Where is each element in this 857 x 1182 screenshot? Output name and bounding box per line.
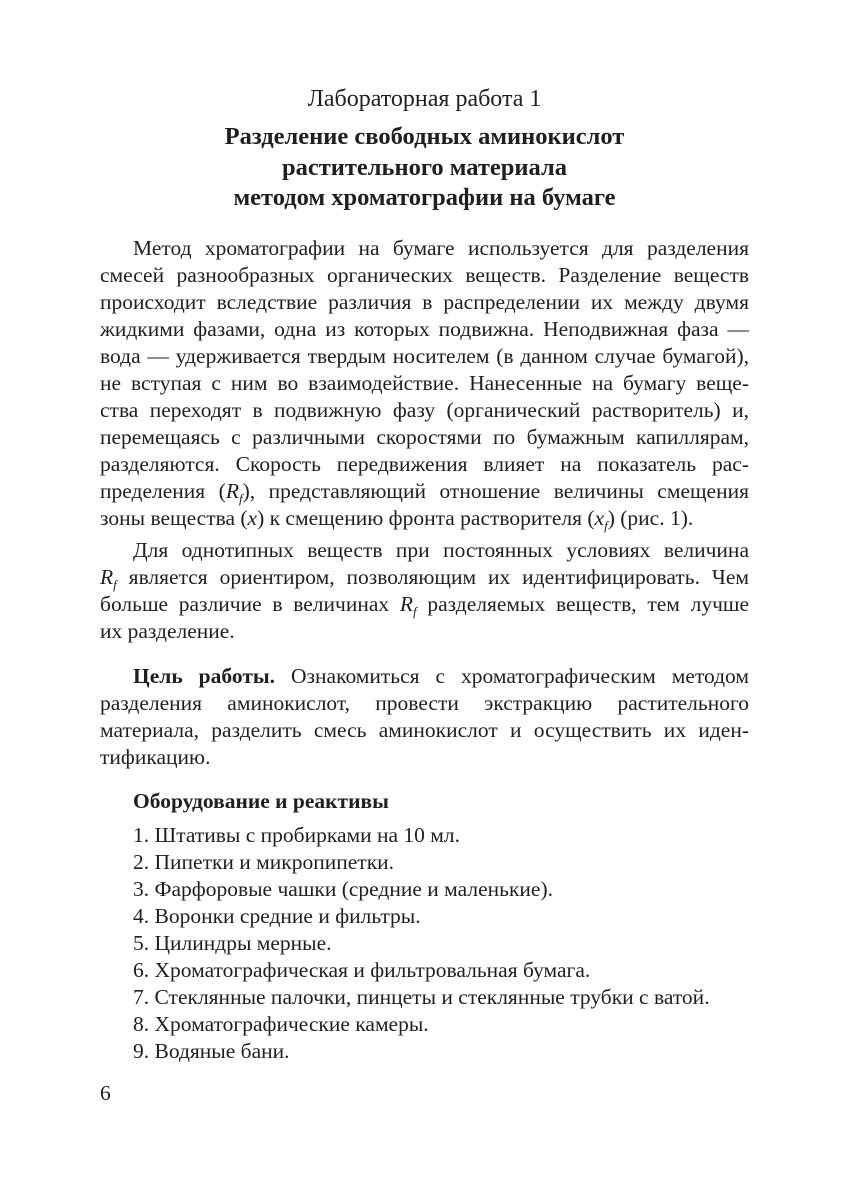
goal-line: разделения аминокислот, провести экстракцию растительного (100, 691, 749, 715)
text-run: ) к смещению фронта растворителя ( (257, 506, 595, 530)
intro-p1-line: вода — удерживается твердым носителем (в данном случае бумагой), (100, 344, 749, 368)
goal-line (100, 663, 749, 690)
text-run: ), представляющий отношение величины смещения (242, 479, 749, 503)
equipment-heading: Оборудование и реактивы (133, 789, 389, 813)
intro-p1-line: смесей разнообразных органических веществ. Разделение веществ (100, 263, 749, 287)
intro-p1-line: Метод хроматографии на бумаге используется для разделения (133, 236, 749, 260)
title-line-3: методом хроматографии на бумаге (233, 184, 616, 211)
equipment-item: 2. Пипетки и микропипетки. (133, 850, 395, 874)
rf-symbol: $R_f$ (100, 565, 117, 592)
equipment-item: 1. Штативы с пробирками на 10 мл. (133, 823, 460, 847)
text-run: зоны вещества ( (100, 506, 248, 530)
intro-p2-line: их разделение. (100, 619, 235, 643)
intro-p2-line: Для однотипных веществ при постоянных условиях величина (133, 538, 749, 562)
text-run: является ориентиром, позволяющим их идентифицировать. Чем (116, 565, 749, 589)
title-line-2: растительного материала (281, 153, 568, 181)
intro-p2-line (100, 564, 749, 591)
intro-p1-line: перемещаясь с различными скоростями по бумажным капиллярам, (100, 425, 749, 449)
xf-symbol: $x_f$ (594, 506, 608, 533)
text-run: Ознакомиться с хроматографическим методом (275, 664, 749, 688)
intro-p1-line (100, 505, 749, 532)
equipment-item: 7. Стеклянные палочки, пинцеты и стеклянные трубки с ватой. (133, 985, 710, 1009)
rf-symbol: $R_f$ (225, 479, 243, 506)
goal-line: тификацию. (100, 745, 211, 769)
x-symbol: x (247, 506, 258, 530)
document-page (100, 0, 749, 1182)
goal-label: Цель работы. (133, 664, 276, 688)
rf-symbol: $R_f$ (399, 592, 417, 619)
intro-p1-line: ства переходят в подвижную фазу (органический растворитель) и, (100, 398, 749, 422)
intro-p1-line: жидкими фазами, одна из которых подвижна. Неподвижная фаза — (100, 317, 749, 341)
page-title (100, 122, 749, 214)
intro-p1-line: разделяются. Скорость передвижения влияет на показатель рас- (100, 452, 749, 476)
intro-p2-line (100, 591, 749, 618)
equipment-item: 5. Цилиндры мерные. (133, 931, 332, 955)
intro-p1-line: не вступая с ним во взаимодействие. Нанесенные на бумагу веще- (100, 371, 749, 395)
intro-p1-line: происходит вследствие различия в распределении их между двумя (100, 290, 749, 314)
text-run: больше различие в величинах (100, 592, 400, 616)
text-run: пределения ( (100, 479, 226, 503)
text-run: ) (рис. 1). (607, 506, 694, 530)
equipment-item: 8. Хроматографические камеры. (133, 1012, 429, 1036)
equipment-item: 6. Хроматографическая и фильтровальная бумага. (133, 958, 591, 982)
title-line-1: Разделение свободных аминокислот (224, 123, 625, 150)
equipment-item: 4. Воронки средние и фильтры. (133, 904, 421, 928)
equipment-item: 9. Водяные бани. (133, 1039, 290, 1063)
equipment-item: 3. Фарфоровые чашки (средние и маленькие). (133, 877, 553, 901)
intro-p1-line (100, 478, 749, 505)
text-run: разделяемых веществ, тем лучше (416, 592, 749, 616)
goal-line: материала, разделить смесь аминокислот и осуществить их иден- (100, 718, 749, 742)
lab-number: Лабораторная работа 1 (307, 86, 542, 112)
page-number: 6 (100, 1081, 111, 1105)
